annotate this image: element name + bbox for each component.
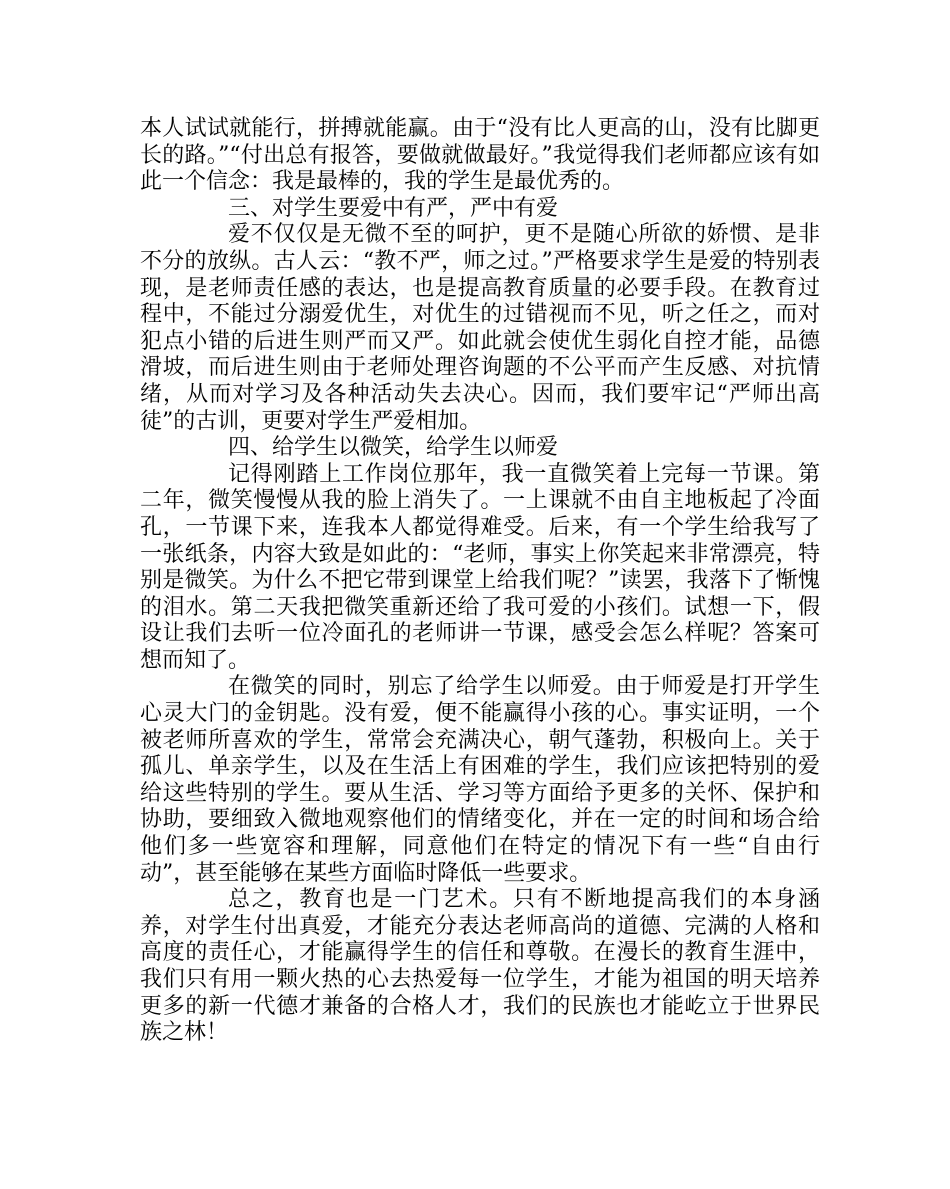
section-heading-4: 四、给学生以微笑，给学生以师爱 <box>228 435 559 461</box>
section-heading-3: 三、对学生要爱中有严，严中有爱 <box>228 195 559 221</box>
paragraph-teacher-love: 在微笑的同时，别忘了给学生以师爱。由于师爱是打开学生心灵大门的金钥匙。没有爱，便不能赢得小孩的心。事实证明，一个被老师所喜欢的学生，常常会充满决心，朝气蓬勃，积极向上。关于孤儿、单亲学生，以及在生活上有困难的学生，我们应该把特别的爱给这些特别的学生。要从生活、学习等方面给予更多的关怀、保护和协助，要细致入微地观察他们的情绪变化，并在一定的时间和场合给他们多一些宽容和理解，同意他们在特定的情况下有一些“自由行动”，甚至能够在某些方面临时降低一些要求。 <box>140 674 820 886</box>
paragraph-strict-love: 爱不仅仅是无微不至的呵护，更不是随心所欲的娇惯、是非不分的放纵。古人云：“教不严，师之过。”严格要求学生是爱的特别表现，是老师责任感的表达，也是提高教育质量的必要手段。在教育过程中，不能过分溺爱优生，对优生的过错视而不见，听之任之，而对犯点小错的后进生则严而又严。如此就会使优生弱化自控才能，品德滑坡，而后进生则由于老师处理咨询题的不公平而产生反感、对抗情绪，从而对学习及各种活动失去决心。因而，我们要牢记“严师出高徒”的古训，更要对学生严爱相加。 <box>140 222 820 434</box>
paragraph-conclusion: 总之，教育也是一门艺术。只有不断地提高我们的本身涵养，对学生付出真爱，才能充分表达老师高尚的道德、完满的人格和高度的责任心，才能赢得学生的信任和尊敬。在漫长的教育生涯中，我们只有用一颗火热的心去热爱每一位学生，才能为祖国的明天培养更多的新一代德才兼备的合格人才，我们的民族也才能屹立于世界民族之林！ <box>140 887 820 1046</box>
document-page <box>140 116 820 1047</box>
paragraph-continuation: 本人试试就能行，拼搏就能赢。由于“没有比人更高的山，没有比脚更长的路。”“付出总有报答，要做就做最好。”我觉得我们老师都应该有如此一个信念：我是最棒的，我的学生是最优秀的。 <box>140 116 820 195</box>
paragraph-smile: 记得刚踏上工作岗位那年，我一直微笑着上完每一节课。第二年，微笑慢慢从我的脸上消失了。一上课就不由自主地板起了冷面孔，一节课下来，连我本人都觉得难受。后来，有一个学生给我写了一张纸条，内容大致是如此的：“老师，事实上你笑起来非常漂亮，特别是微笑。为什么不把它带到课堂上给我们呢？”读罢，我落下了惭愧的泪水。第二天我把微笑重新还给了我可爱的小孩们。试想一下，假设让我们去听一位冷面孔的老师讲一节课，感受会怎么样呢？答案可想而知了。 <box>140 461 820 673</box>
